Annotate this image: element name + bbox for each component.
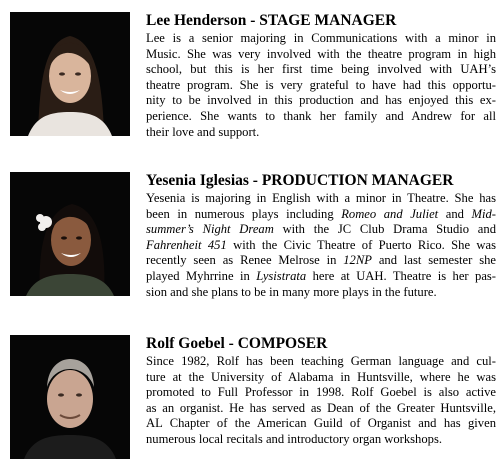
headshot-photo	[10, 12, 130, 136]
bio-line: Yesenia is majoring in English with a minor in Theatre. She has	[146, 191, 496, 205]
bio-line: Fahrenheit 451 with the Civic Theatre of Puerto Rico. She was	[146, 237, 497, 252]
bio-heading: Yesenia Iglesias - PRODUCTION MANAGER	[146, 172, 454, 189]
bio-line: nity to be involved in this production and has enjoyed this ex-	[146, 93, 496, 108]
bio-line: AL Chapter of the American Guild of Organist and has given	[146, 416, 496, 431]
bio-line: played Myhrrine in Lysistrata here at UAH. Theatre is her pas-	[146, 268, 497, 283]
bio-name: Rolf Goebel	[146, 335, 225, 352]
bio-line: school, but this is her first time being involved with UAH’s	[146, 62, 496, 77]
bio-role: STAGE MANAGER	[259, 12, 397, 29]
bio-line: recently seen as Renee Melrose in 12NP and last semester she	[146, 253, 496, 268]
bio-paragraph	[146, 354, 496, 448]
bio-line: Music. She was very involved with the theatre program in high	[146, 46, 496, 61]
bio-line: perience. She wants to thank her family and Andrew for all	[146, 108, 496, 123]
bio-line: summer’s Night Dream with the JC Club Drama Studio and	[146, 222, 496, 237]
bio-line: Since 1982, Rolf has been teaching German language and cul-	[146, 354, 496, 368]
bio-heading: Rolf Goebel - COMPOSER	[146, 335, 328, 352]
bio-name: Lee Henderson	[146, 12, 247, 29]
bio-line: theatre program. She is very grateful to have had this opportu-	[146, 77, 496, 92]
bio-name: Yesenia Iglesias	[146, 172, 249, 189]
bio-line: numerous local recitals and introductory organ workshops.	[146, 431, 443, 446]
bio-line: sion and she plans to be in many more plays in the future.	[146, 284, 437, 299]
bio-line: been in numerous plays including Romeo and Juliet and Mid-	[146, 206, 496, 221]
headshot-photo	[10, 172, 130, 296]
headshot-photo	[10, 335, 130, 459]
bio-role: PRODUCTION MANAGER	[261, 172, 454, 189]
bio-line: ture at the University of Alabama in Huntsville, where he was	[146, 369, 496, 384]
bio-line: as an organist. He has served as Dean of the Greater Huntsville,	[146, 400, 496, 415]
bio-line: their love and support.	[146, 124, 260, 139]
bio-paragraph	[146, 191, 496, 300]
bio-role: COMPOSER	[237, 335, 328, 352]
bio-paragraph	[146, 31, 496, 140]
bio-line: Lee is a senior majoring in Communications with a minor in	[146, 31, 496, 45]
bio-heading: Lee Henderson - STAGE MANAGER	[146, 12, 397, 29]
bio-line: promoted to Full Professor in 1998. Rolf Goebel is also active	[146, 385, 496, 400]
